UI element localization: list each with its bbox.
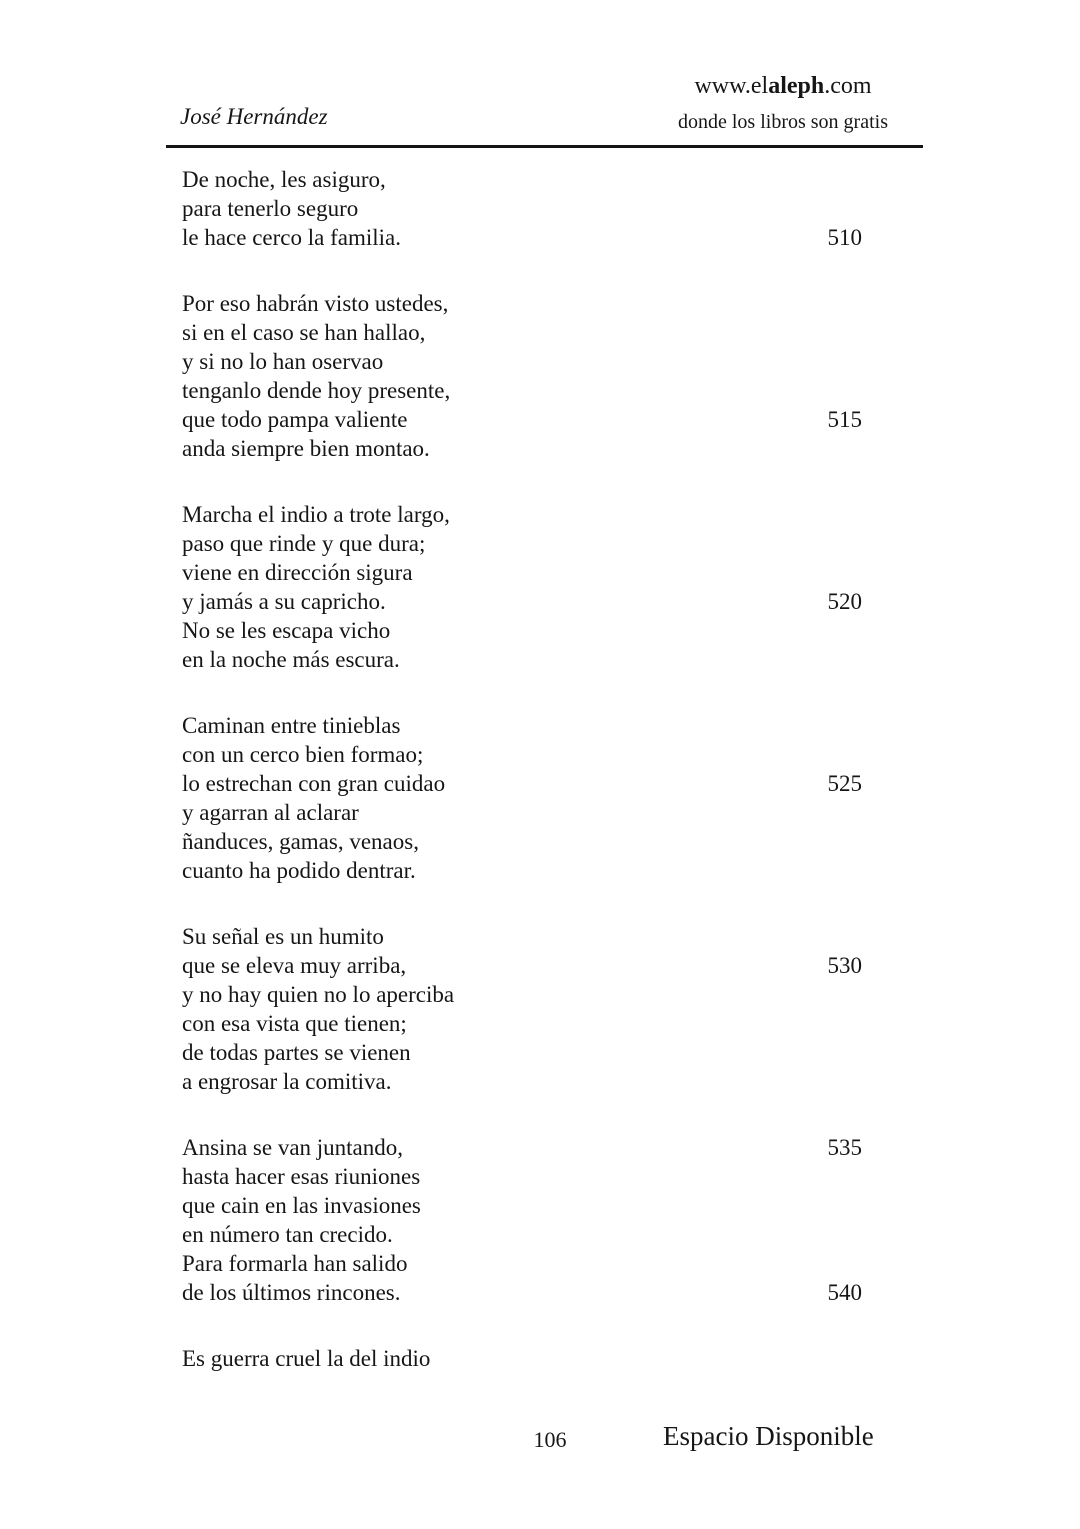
verse-line	[182, 922, 862, 951]
verse-text: en número tan crecido.	[182, 1222, 393, 1247]
verse-text: y agarran al aclarar	[182, 800, 359, 825]
verse-line	[182, 223, 862, 252]
verse-line	[182, 376, 862, 405]
stanza	[182, 289, 862, 463]
verse-line	[182, 645, 862, 674]
verse-text: Caminan entre tinieblas	[182, 713, 401, 738]
poem	[182, 165, 862, 1373]
verse-line	[182, 798, 862, 827]
verse-line	[182, 1278, 862, 1307]
site-url-bold: aleph	[768, 73, 825, 99]
verse-line	[182, 1162, 862, 1191]
verse-text: que se eleva muy arriba,	[182, 953, 407, 978]
stanza	[182, 711, 862, 885]
verse-line	[182, 529, 862, 558]
verse-text: de los últimos rincones.	[182, 1280, 401, 1305]
verse-line	[182, 1133, 862, 1162]
verse-line	[182, 289, 862, 318]
verse-line	[182, 980, 862, 1009]
verse-text: ñanduces, gamas, venaos,	[182, 829, 419, 854]
stanza	[182, 1133, 862, 1307]
verse-text: De noche, les asiguro,	[182, 167, 386, 192]
verse-text: Es guerra cruel la del indio	[182, 1346, 431, 1371]
verse-text: viene en dirección sigura	[182, 560, 413, 585]
verse-line	[182, 194, 862, 223]
verse-line	[182, 740, 862, 769]
verse-line	[182, 951, 862, 980]
verse-text: en la noche más escura.	[182, 647, 400, 672]
verse-text: a engrosar la comitiva.	[182, 1069, 392, 1094]
verse-text: Su señal es un humito	[182, 924, 384, 949]
verse-text: con esa vista que tienen;	[182, 1011, 407, 1036]
verse-line-number: 535	[827, 1135, 862, 1160]
verse-text: y no hay quien no lo aperciba	[182, 982, 455, 1007]
verse-text: paso que rinde y que dura;	[182, 531, 426, 556]
stanza	[182, 1344, 862, 1373]
verse-text: Para formarla han salido	[182, 1251, 408, 1276]
footer-note: Espacio Disponible	[663, 1421, 874, 1451]
verse-text: Por eso habrán visto ustedes,	[182, 291, 449, 316]
verse-text: No se les escapa vicho	[182, 618, 391, 643]
verse-text: para tenerlo seguro	[182, 196, 359, 221]
verse-line	[182, 1191, 862, 1220]
verse-text: que cain en las invasiones	[182, 1193, 421, 1218]
verse-text: Marcha el indio a trote largo,	[182, 502, 450, 527]
header-rule	[166, 145, 923, 148]
verse-line	[182, 318, 862, 347]
site-tagline: donde los libros son gratis	[678, 111, 888, 133]
verse-line	[182, 434, 862, 463]
author-name: José Hernández	[180, 104, 328, 129]
verse-line	[182, 1038, 862, 1067]
verse-line	[182, 616, 862, 645]
verse-text: Ansina se van juntando,	[182, 1135, 404, 1160]
verse-line	[182, 405, 862, 434]
verse-line	[182, 711, 862, 740]
page-number: 106	[533, 1427, 567, 1452]
stanza	[182, 165, 862, 252]
verse-text: y jamás a su capricho.	[182, 589, 386, 614]
verse-line	[182, 587, 862, 616]
verse-text: que todo pampa valiente	[182, 407, 408, 432]
verse-line-number: 525	[827, 771, 862, 796]
verse-line	[182, 1344, 862, 1373]
stanza	[182, 922, 862, 1096]
site-url-prefix: www.el	[694, 73, 769, 99]
verse-line	[182, 1220, 862, 1249]
verse-line	[182, 165, 862, 194]
verse-line-number: 515	[827, 407, 862, 432]
verse-line-number: 540	[827, 1280, 862, 1305]
verse-text: si en el caso se han hallao,	[182, 320, 426, 345]
verse-line-number: 510	[827, 225, 862, 250]
verse-line	[182, 347, 862, 376]
verse-line	[182, 827, 862, 856]
verse-text: le hace cerco la familia.	[182, 225, 401, 250]
verse-text: de todas partes se vienen	[182, 1040, 411, 1065]
verse-text: con un cerco bien formao;	[182, 742, 424, 767]
verse-line	[182, 1067, 862, 1096]
verse-text: cuanto ha podido dentrar.	[182, 858, 416, 883]
verse-line	[182, 1009, 862, 1038]
verse-line	[182, 769, 862, 798]
verse-line-number: 520	[827, 589, 862, 614]
verse-text: lo estrechan con gran cuidao	[182, 771, 446, 796]
verse-line	[182, 856, 862, 885]
verse-line-number: 530	[827, 953, 862, 978]
verse-text: anda siempre bien montao.	[182, 436, 430, 461]
site-url-suffix: .com	[824, 73, 872, 99]
verse-line	[182, 500, 862, 529]
verse-line	[182, 558, 862, 587]
stanza	[182, 500, 862, 674]
site-url	[618, 71, 948, 101]
verse-line	[182, 1249, 862, 1278]
verse-text: hasta hacer esas riuniones	[182, 1164, 421, 1189]
verse-text: tenganlo dende hoy presente,	[182, 378, 451, 403]
verse-text: y si no lo han oservao	[182, 349, 384, 374]
site-header	[618, 71, 948, 134]
